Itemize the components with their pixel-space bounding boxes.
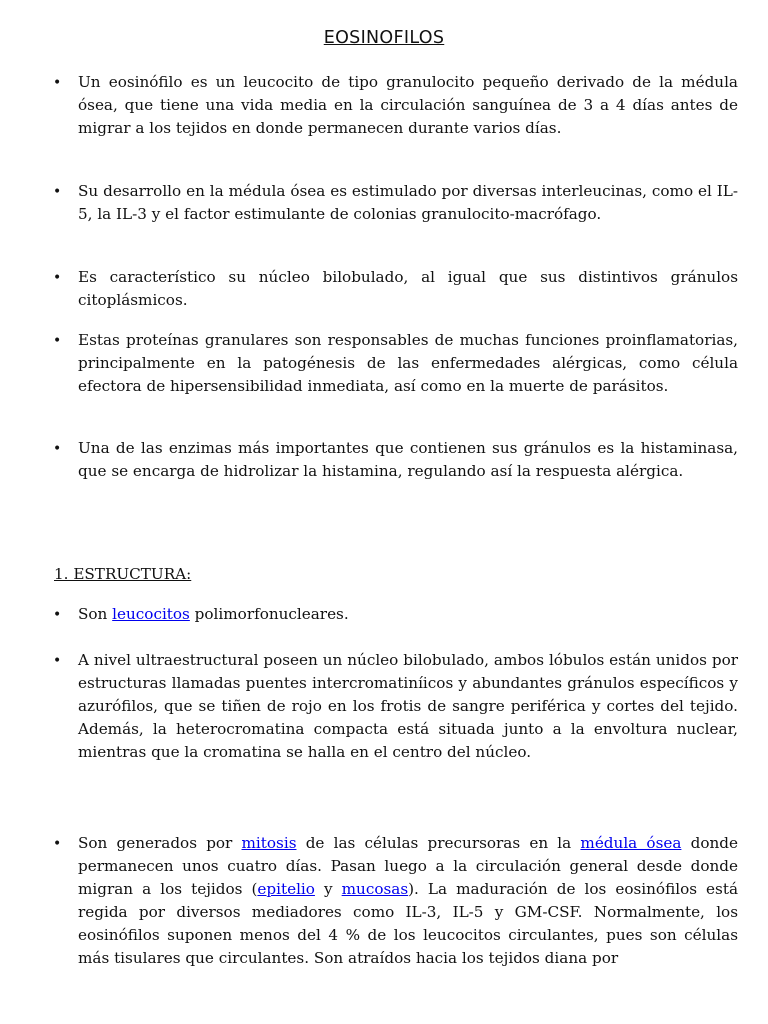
list-item (53, 649, 738, 764)
bullet-icon: • (53, 653, 62, 669)
paragraph-text: Su desarrollo en la médula ósea es estimulado por diversas interleucinas, como el IL-5, la IL-3 y el factor estimulante de colonias granulocito-macrófago. (78, 182, 738, 223)
bullet-icon: • (53, 607, 62, 623)
link-epitelio[interactable]: epitelio (257, 880, 315, 898)
paragraph-text: A nivel ultraestructural poseen un núcleo bilobulado, ambos lóbulos están unidos por estructuras llamadas puentes intercromatiníicos y abundantes gránulos específicos y azurófilos, que se tiñen de rojo en los frotis de sangre periférica y cortes del tejido. Además, la heterocromatina compacta está situada junto a la envoltura nuclear, mientras que la cromatina se halla en el centro del núcleo. (78, 651, 738, 761)
link-medula-osea[interactable]: médula ósea (580, 834, 682, 852)
text-span: ). La maduración de los eosinófilos está regida por diversos mediadores como IL-3, IL-5 y GM-CSF. Normalmente, los eosinófilos suponen menos del 4 % de los leucocitos circulantes, pues son células más tisulares que circulantes. Son atraídos hacia los tejidos diana por (78, 880, 738, 967)
bullet-icon: • (53, 333, 62, 349)
bullet-icon: • (53, 836, 62, 852)
text-span: Son (78, 605, 113, 623)
paragraph-text: Es característico su núcleo bilobulado, al igual que sus distintivos gránulos citoplásmicos. (78, 268, 738, 309)
text-span: polimorfonucleares. (189, 605, 349, 623)
link-leucocitos[interactable]: leucocitos (112, 605, 190, 623)
text-span: Son generados por (78, 834, 242, 852)
list-item (53, 437, 738, 483)
text-span: y (314, 880, 342, 898)
bullet-icon: • (53, 75, 62, 91)
link-mitosis[interactable]: mitosis (241, 834, 297, 852)
list-item (53, 180, 738, 226)
list-item (53, 71, 738, 140)
paragraph-text (78, 603, 738, 626)
bullet-icon: • (53, 184, 62, 200)
paragraph-text: Una de las enzimas más importantes que contienen sus gránulos es la histaminasa, que se encarga de hidrolizar la histamina, regulando así la respuesta alérgica. (78, 439, 738, 480)
list-item (53, 603, 738, 626)
paragraph-text: Estas proteínas granulares son responsables de muchas funciones proinflamatorias, principalmente en la patogénesis de las enfermedades alérgicas, como célula efectora de hipersensibilidad inmediata, así como en la muerte de parásitos. (78, 331, 738, 395)
paragraph-text: Un eosinófilo es un leucocito de tipo granulocito pequeño derivado de la médula ósea, que tiene una vida media en la circulación sanguínea de 3 a 4 días antes de migrar a los tejidos en donde permanecen durante varios días. (78, 73, 738, 137)
paragraph-text (78, 832, 738, 970)
bullet-icon: • (53, 441, 62, 457)
text-span: de las células precursoras en la (296, 834, 581, 852)
document-title: EOSINOFILOS (323, 28, 445, 48)
bullet-icon: • (53, 270, 62, 286)
section-heading: 1. ESTRUCTURA: (54, 565, 192, 583)
link-mucosas[interactable]: mucosas (341, 880, 409, 898)
list-item (53, 832, 738, 970)
list-item (53, 329, 738, 398)
text-span: donde permanecen unos cuatro días. Pasan luego a la circulación general desde donde migran a los tejidos ( (78, 834, 738, 898)
list-item (53, 266, 738, 312)
